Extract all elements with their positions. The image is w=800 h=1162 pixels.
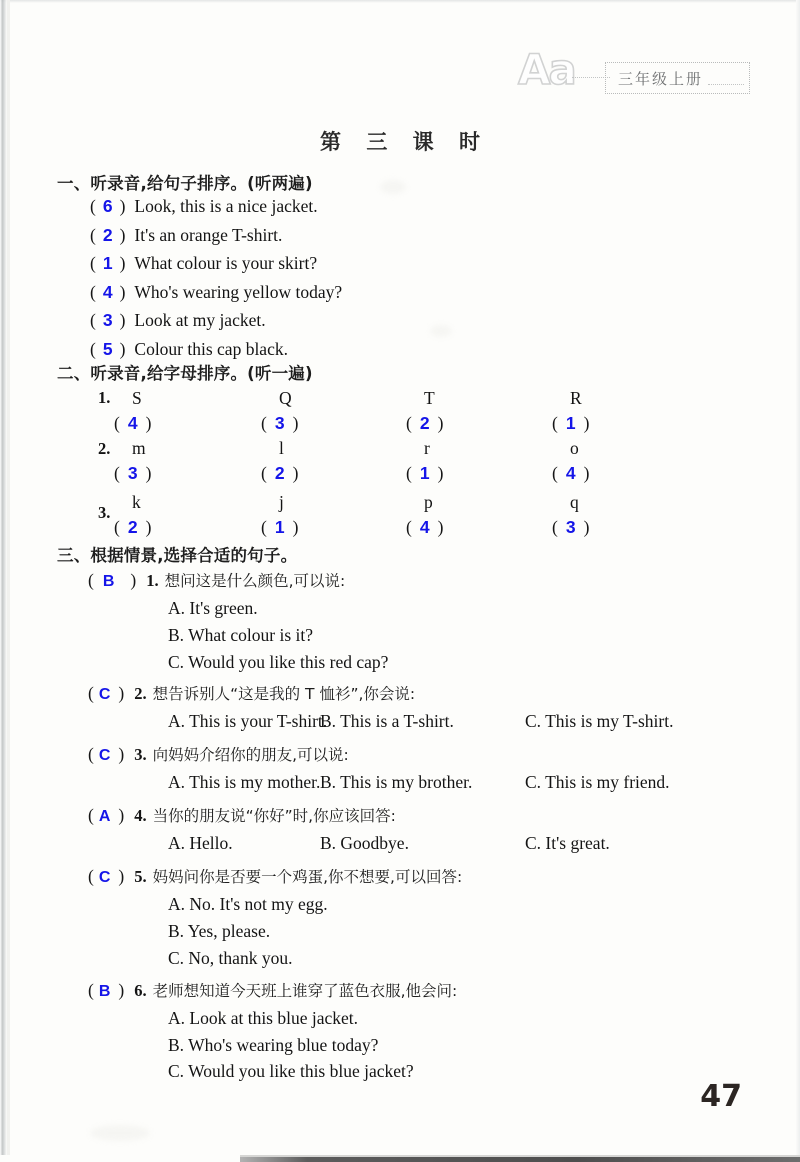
section-2-heading: 二、听录音,给字母排序。(听一遍): [57, 364, 313, 383]
answer-bracket-open: (: [90, 224, 96, 245]
answer-bracket-open: (: [88, 683, 94, 704]
section-1-item: [90, 282, 342, 303]
answer-option[interactable]: A. No. It's not my egg.: [168, 894, 328, 915]
question-number: 5.: [134, 867, 147, 887]
letter-prompt: q: [570, 492, 579, 512]
question-prompt: 想告诉别人“这是我的 T 恤衫”,你会说:: [152, 685, 416, 704]
page-header: [0, 22, 800, 94]
section-1-item: [90, 253, 317, 274]
answer-bracket-open: (: [261, 463, 267, 483]
scan-edge-right: [796, 0, 800, 1162]
sentence-text: Colour this cap black.: [134, 339, 288, 359]
section-1-item: [90, 196, 318, 217]
section-1-heading: 一、听录音,给句子排序。(听两遍): [57, 174, 313, 193]
letter-answer-bracket: [261, 517, 298, 538]
letter-prompt: T: [424, 388, 435, 408]
answer-value[interactable]: 6: [102, 196, 113, 216]
answer-bracket-close: ): [437, 413, 444, 433]
question-prompt: 妈妈问你是否要一个鸡蛋,你不想要,可以回答:: [152, 868, 463, 887]
answer-value[interactable]: 3: [102, 310, 113, 331]
answer-bracket-open: (: [261, 413, 267, 433]
answer-value[interactable]: 4: [419, 517, 430, 537]
answer-value[interactable]: B: [102, 573, 115, 590]
answer-value[interactable]: 2: [127, 517, 138, 537]
answer-bracket-close: ): [119, 224, 126, 245]
letter-prompt: j: [279, 492, 284, 512]
answer-option[interactable]: B. What colour is it?: [168, 624, 313, 645]
section-2-row-number: 1.: [98, 388, 111, 407]
answer-value[interactable]: C: [98, 869, 111, 887]
answer-bracket-open: (: [552, 413, 558, 433]
answer-bracket-open: (: [552, 463, 558, 483]
answer-bracket-open: (: [406, 517, 412, 537]
sentence-text: Who's wearing yellow today?: [134, 281, 343, 302]
question-number: 4.: [134, 806, 147, 826]
question-number: 6.: [134, 980, 147, 1000]
answer-option[interactable]: C. No, thank you.: [168, 948, 293, 968]
answer-option[interactable]: A. This is my mother.: [168, 772, 321, 793]
answer-bracket-open: (: [114, 517, 120, 537]
letter-answer-bracket: [261, 463, 298, 484]
answer-bracket-open: (: [90, 339, 96, 359]
answer-bracket-close: ): [145, 463, 152, 483]
answer-bracket-open: (: [90, 196, 96, 216]
answer-value[interactable]: 4: [565, 463, 576, 483]
section-3-question: [88, 979, 457, 1001]
answer-bracket-close: ): [119, 281, 126, 302]
answer-bracket-close: ): [119, 310, 126, 331]
answer-bracket-close: ): [583, 463, 590, 483]
answer-option[interactable]: A. This is your T-shirt.: [168, 711, 328, 732]
section-3-question: [88, 743, 349, 765]
answer-bracket-close: ): [119, 196, 126, 216]
answer-bracket-open: (: [406, 413, 412, 433]
answer-value[interactable]: 2: [274, 463, 285, 483]
page-number: 47: [700, 1079, 742, 1114]
answer-value[interactable]: C: [98, 686, 111, 704]
answer-value[interactable]: 2: [102, 224, 113, 245]
section-2-row-number: 3.: [98, 503, 111, 522]
letter-prompt: Q: [279, 388, 292, 408]
question-prompt: 老师想知道今天班上谁穿了蓝色衣服,他会问:: [152, 981, 458, 1000]
answer-option[interactable]: C. This is my T-shirt.: [525, 711, 674, 732]
answer-option[interactable]: A. It's green.: [168, 598, 258, 618]
answer-value[interactable]: 2: [419, 413, 430, 433]
letter-prompt: m: [132, 438, 146, 458]
answer-bracket-open: (: [90, 281, 96, 302]
answer-bracket-open: (: [88, 744, 94, 765]
question-number: 2.: [134, 684, 147, 704]
answer-option[interactable]: B. Yes, please.: [168, 921, 271, 942]
answer-bracket-open: (: [406, 463, 412, 483]
section-3-question: [88, 682, 415, 704]
letter-answer-bracket: [552, 463, 589, 484]
answer-value[interactable]: 3: [565, 517, 576, 537]
answer-value[interactable]: 4: [127, 413, 138, 433]
scan-edge-bottom-bar: [240, 1157, 800, 1162]
letter-prompt: r: [424, 438, 430, 458]
answer-value[interactable]: C: [98, 747, 111, 765]
answer-bracket-open: (: [88, 866, 94, 887]
answer-option[interactable]: C. This is my friend.: [525, 772, 670, 793]
answer-bracket-close: ): [130, 570, 137, 590]
answer-value[interactable]: 1: [274, 517, 285, 537]
answer-option[interactable]: A. Hello.: [168, 833, 233, 854]
section-2-row-number: 2.: [98, 439, 111, 458]
answer-option[interactable]: C. Would you like this blue jacket?: [168, 1061, 414, 1082]
answer-value[interactable]: 1: [565, 413, 576, 433]
answer-option[interactable]: B. This is a T-shirt.: [320, 711, 454, 732]
answer-bracket-close: ): [118, 683, 125, 704]
letter-prompt: k: [132, 492, 141, 512]
answer-bracket-close: ): [583, 517, 590, 537]
answer-value[interactable]: B: [98, 982, 111, 1000]
letter-prompt: l: [279, 438, 284, 458]
sentence-text: Look, this is a nice jacket.: [134, 196, 318, 216]
scan-edge-left: [0, 0, 7, 1162]
letter-answer-bracket: [552, 517, 589, 538]
letter-answer-bracket: [552, 413, 589, 434]
answer-bracket-open: (: [90, 310, 96, 331]
grade-label: 三年级上册: [618, 70, 704, 88]
scan-edge-top: [0, 0, 800, 3]
answer-option[interactable]: A. Look at this blue jacket.: [168, 1007, 359, 1028]
answer-option[interactable]: C. It's great.: [525, 833, 610, 854]
answer-bracket-close: ): [145, 413, 152, 433]
answer-bracket-close: ): [118, 866, 125, 887]
answer-bracket-close: ): [437, 463, 444, 483]
section-1-item: [90, 310, 266, 331]
answer-bracket-close: ): [119, 339, 126, 359]
answer-bracket-open: (: [552, 517, 558, 537]
letter-prompt: o: [570, 438, 579, 458]
question-prompt: 想问这是什么颜色,可以说:: [164, 572, 346, 590]
letter-prompt: S: [132, 388, 142, 408]
scan-smudge: [90, 1125, 150, 1141]
letter-prompt: p: [424, 492, 433, 512]
answer-value[interactable]: 4: [102, 281, 113, 302]
answer-option[interactable]: B. This is my brother.: [320, 772, 473, 793]
answer-value[interactable]: 3: [274, 413, 285, 433]
answer-bracket-close: ): [292, 413, 299, 433]
question-number: 1.: [146, 571, 159, 590]
section-3-question: [88, 865, 462, 887]
letter-answer-bracket: [406, 413, 443, 434]
answer-option[interactable]: B. Goodbye.: [320, 833, 409, 854]
section-1-item: [90, 339, 288, 360]
answer-bracket-open: (: [88, 979, 94, 1000]
answer-value[interactable]: 1: [419, 463, 430, 483]
section-1-item: [90, 225, 282, 246]
scan-edge-left-inner: [7, 0, 10, 1162]
letter-answer-bracket: [114, 463, 151, 484]
answer-option[interactable]: B. Who's wearing blue today?: [168, 1034, 379, 1055]
letter-answer-bracket: [406, 463, 443, 484]
answer-value[interactable]: 1: [102, 253, 113, 274]
letter-answer-bracket: [406, 517, 443, 538]
question-prompt: 向妈妈介绍你的朋友,可以说:: [152, 746, 349, 765]
letter-answer-bracket: [261, 413, 298, 434]
answer-bracket-close: ): [119, 253, 126, 274]
letter-answer-bracket: [114, 517, 151, 538]
lesson-title: 第 三 课 时: [320, 130, 489, 154]
answer-bracket-open: (: [261, 517, 267, 537]
answer-value[interactable]: 5: [102, 339, 113, 359]
question-number: 3.: [134, 745, 147, 765]
answer-bracket-open: (: [90, 253, 96, 274]
bubble-letters-aa-icon: Aa: [518, 45, 575, 94]
answer-bracket-open: (: [88, 805, 94, 826]
scan-smudge: [430, 325, 452, 337]
sentence-text: What colour is your skirt?: [134, 253, 318, 274]
header-dotted-rule-right: [708, 84, 744, 85]
answer-bracket-close: ): [118, 979, 125, 1000]
letter-answer-bracket: [114, 413, 151, 434]
answer-option[interactable]: C. Would you like this red cap?: [168, 651, 389, 672]
answer-bracket-close: ): [583, 413, 590, 433]
answer-bracket-close: ): [118, 744, 125, 765]
section-3-question: [88, 804, 396, 826]
answer-bracket-close: ): [145, 517, 152, 537]
answer-bracket-open: (: [114, 413, 120, 433]
answer-bracket-close: ): [292, 463, 299, 483]
answer-bracket-open: (: [88, 570, 94, 590]
scan-smudge: [380, 180, 406, 194]
section-3-question: [88, 569, 345, 591]
answer-bracket-close: ): [437, 517, 444, 537]
answer-bracket-open: (: [114, 463, 120, 483]
sentence-text: Look at my jacket.: [134, 310, 266, 331]
answer-value[interactable]: 3: [127, 463, 138, 483]
letter-prompt: R: [570, 388, 582, 408]
section-3-heading: 三、根据情景,选择合适的句子。: [57, 546, 298, 565]
question-prompt: 当你的朋友说“你好”时,你应该回答:: [152, 807, 396, 826]
sentence-text: It's an orange T-shirt.: [134, 224, 283, 245]
answer-bracket-close: ): [118, 805, 125, 826]
answer-bracket-close: ): [292, 517, 299, 537]
answer-value[interactable]: A: [98, 808, 111, 826]
